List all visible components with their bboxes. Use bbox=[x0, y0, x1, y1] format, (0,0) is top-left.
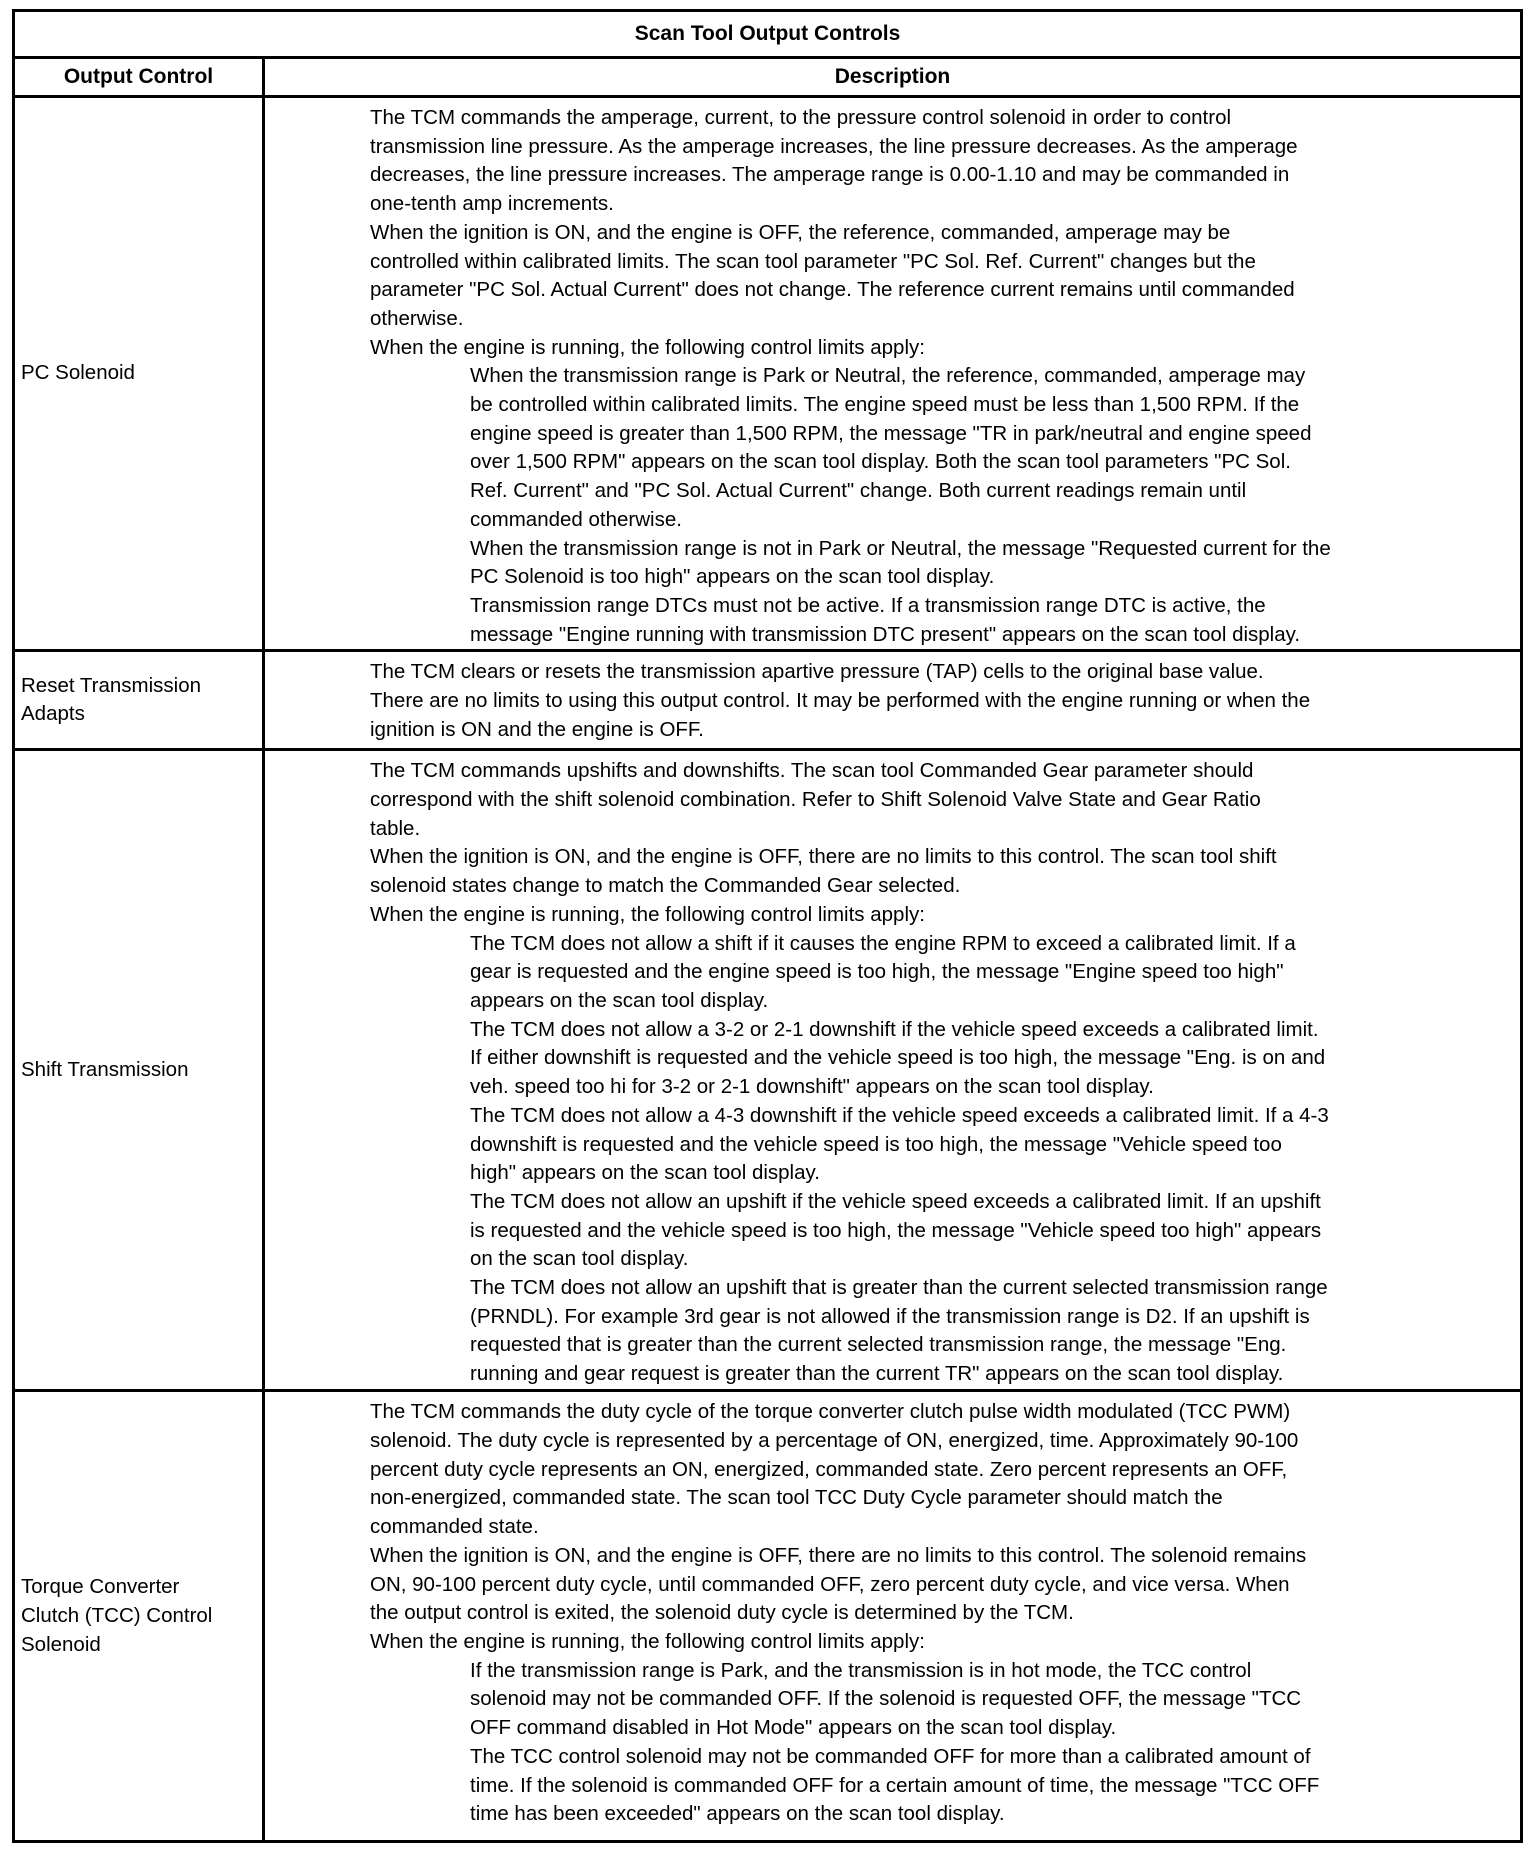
output-control-name: Shift Transmission bbox=[14, 750, 264, 1391]
description-line: solenoid states change to match the Commanded Gear selected. bbox=[370, 874, 961, 898]
description-line: When the ignition is ON, and the engine is OFF, the reference, commanded, amperage may be bbox=[370, 220, 1231, 244]
description-line: the output control is exited, the solenoid duty cycle is determined by the TCM. bbox=[370, 1601, 1074, 1625]
description-sub-line: is requested and the vehicle speed is too high, the message "Vehicle speed too high" appears bbox=[470, 1218, 1322, 1242]
description-sub-line: The TCM does not allow a shift if it causes the engine RPM to exceed a calibrated limit. If a bbox=[470, 931, 1296, 955]
description-sub-line: solenoid may not be commanded OFF. If the solenoid is requested OFF, the message "TCC bbox=[470, 1687, 1302, 1711]
output-controls-table bbox=[12, 9, 1523, 1843]
column-header-output-control: Output Control bbox=[14, 58, 264, 97]
description-sub-line: time. If the solenoid is commanded OFF for a certain amount of time, the message "TCC OFF bbox=[470, 1773, 1320, 1797]
description-sub-line: engine speed is greater than 1,500 RPM, the message "TR in park/neutral and engine speed bbox=[470, 421, 1312, 445]
description-cell bbox=[264, 651, 1522, 750]
description-line: ignition is ON and the engine is OFF. bbox=[370, 717, 704, 741]
description-line: There are no limits to using this output control. It may be performed with the engine running or when the bbox=[370, 689, 1311, 713]
output-control-name: Torque Converter Clutch (TCC) Control Solenoid bbox=[14, 1391, 264, 1842]
description-sub-line: If the transmission range is Park, and the transmission is in hot mode, the TCC control bbox=[470, 1658, 1252, 1682]
description-sub-line: The TCM does not allow a 4-3 downshift if the vehicle speed exceeds a calibrated limit. If a 4-3 bbox=[470, 1103, 1329, 1127]
description-sub-line: commanded otherwise. bbox=[470, 507, 682, 531]
description-sub-line: (PRNDL). For example 3rd gear is not allowed if the transmission range is D2. If an upshift is bbox=[470, 1304, 1310, 1328]
description-line: When the engine is running, the following control limits apply: bbox=[370, 1629, 925, 1653]
description-sub-line: gear is requested and the engine speed is too high, the message "Engine speed too high" bbox=[470, 960, 1284, 984]
description-line: The TCM commands upshifts and downshifts. The scan tool Commanded Gear parameter should bbox=[370, 759, 1254, 783]
description-sub-line: on the scan tool display. bbox=[470, 1247, 689, 1271]
description-sub-line: The TCM does not allow an upshift if the vehicle speed exceeds a calibrated limit. If an upshift bbox=[470, 1189, 1321, 1213]
description-line: When the ignition is ON, and the engine is OFF, there are no limits to this control. The scan tool shift bbox=[370, 845, 1277, 869]
description-sub-line: appears on the scan tool display. bbox=[470, 988, 769, 1012]
description-line: When the engine is running, the following control limits apply: bbox=[370, 335, 925, 359]
table-row bbox=[14, 97, 1522, 651]
description-line: solenoid. The duty cycle is represented by a percentage of ON, energized, time. Approximately 90-100 bbox=[370, 1429, 1299, 1453]
output-control-name: PC Solenoid bbox=[14, 97, 264, 651]
description-sub-line: high" appears on the scan tool display. bbox=[470, 1161, 820, 1185]
output-control-name: Reset Transmission Adapts bbox=[14, 651, 264, 750]
description-cell bbox=[264, 97, 1522, 651]
description-line: controlled within calibrated limits. The scan tool parameter "PC Sol. Ref. Current" changes but the bbox=[370, 249, 1256, 273]
description-cell bbox=[264, 1391, 1522, 1842]
description-line: When the ignition is ON, and the engine is OFF, there are no limits to this control. The solenoid remains bbox=[370, 1543, 1307, 1567]
column-header-description: Description bbox=[264, 58, 1522, 97]
description-sub-line: The TCM does not allow a 3-2 or 2-1 downshift if the vehicle speed exceeds a calibrated limit. bbox=[470, 1017, 1319, 1041]
description-line: The TCM commands the duty cycle of the torque converter clutch pulse width modulated (TCC PWM) bbox=[370, 1400, 1291, 1424]
description-sub-line: Ref. Current" and "PC Sol. Actual Current" change. Both current readings remain until bbox=[470, 479, 1247, 503]
description-sub-line: The TCM does not allow an upshift that is greater than the current selected transmission range bbox=[470, 1276, 1328, 1300]
description-sub-line: time has been exceeded" appears on the scan tool display. bbox=[470, 1802, 1005, 1826]
description-line: ON, 90-100 percent duty cycle, until commanded OFF, zero percent duty cycle, and vice versa. When bbox=[370, 1572, 1290, 1596]
description-line: one-tenth amp increments. bbox=[370, 192, 614, 216]
description-sub-line: Transmission range DTCs must not be active. If a transmission range DTC is active, the bbox=[470, 593, 1266, 617]
description-sub-line: veh. speed too hi for 3-2 or 2-1 downshift" appears on the scan tool display. bbox=[470, 1075, 1154, 1099]
description-sub-line: running and gear request is greater than the current TR" appears on the scan tool display. bbox=[470, 1362, 1284, 1386]
description-line: non-energized, commanded state. The scan tool TCC Duty Cycle parameter should match the bbox=[370, 1486, 1223, 1510]
description-line: correspond with the shift solenoid combination. Refer to Shift Solenoid Valve State and Gear Ratio bbox=[370, 788, 1261, 812]
description-line: commanded state. bbox=[370, 1515, 539, 1539]
description-sub-line: message "Engine running with transmission DTC present" appears on the scan tool display. bbox=[470, 622, 1301, 646]
description-sub-line: OFF command disabled in Hot Mode" appears on the scan tool display. bbox=[470, 1716, 1117, 1740]
table-title: Scan Tool Output Controls bbox=[14, 11, 1522, 58]
description-line: table. bbox=[370, 816, 421, 840]
description-line: When the engine is running, the following control limits apply: bbox=[370, 902, 925, 926]
description-sub-line: be controlled within calibrated limits. The engine speed must be less than 1,500 RPM. If the bbox=[470, 393, 1300, 417]
description-sub-line: When the transmission range is Park or Neutral, the reference, commanded, amperage may bbox=[470, 364, 1306, 388]
description-line: The TCM clears or resets the transmission apartive pressure (TAP) cells to the original base value. bbox=[370, 660, 1264, 684]
description-line: decreases, the line pressure increases. The amperage range is 0.00-1.10 and may be commanded in bbox=[370, 163, 1290, 187]
description-sub-line: requested that is greater than the current selected transmission range, the message "Eng. bbox=[470, 1333, 1287, 1357]
table-row bbox=[14, 651, 1522, 750]
description-line: The TCM commands the amperage, current, to the pressure control solenoid in order to control bbox=[370, 106, 1232, 129]
table-row bbox=[14, 750, 1522, 1391]
description-sub-line: downshift is requested and the vehicle speed is too high, the message "Vehicle speed too bbox=[470, 1132, 1282, 1156]
description-line: parameter "PC Sol. Actual Current" does not change. The reference current remains until commanded bbox=[370, 278, 1295, 302]
description-line: percent duty cycle represents an ON, energized, commanded state. Zero percent represents an OFF, bbox=[370, 1457, 1288, 1481]
description-sub-line: over 1,500 RPM" appears on the scan tool display. Both the scan tool parameters "PC Sol. bbox=[470, 450, 1291, 474]
description-cell bbox=[264, 750, 1522, 1391]
description-sub-line: PC Solenoid is too high" appears on the scan tool display. bbox=[470, 565, 995, 589]
description-sub-line: The TCC control solenoid may not be commanded OFF for more than a calibrated amount of bbox=[470, 1744, 1311, 1768]
table-row bbox=[14, 1391, 1522, 1842]
description-sub-line: If either downshift is requested and the vehicle speed is too high, the message "Eng. is on and bbox=[470, 1046, 1326, 1070]
description-sub-line: When the transmission range is not in Park or Neutral, the message "Requested current for the bbox=[470, 536, 1331, 560]
description-line: transmission line pressure. As the amperage increases, the line pressure decreases. As the amperage bbox=[370, 134, 1298, 158]
description-line: otherwise. bbox=[370, 306, 464, 330]
